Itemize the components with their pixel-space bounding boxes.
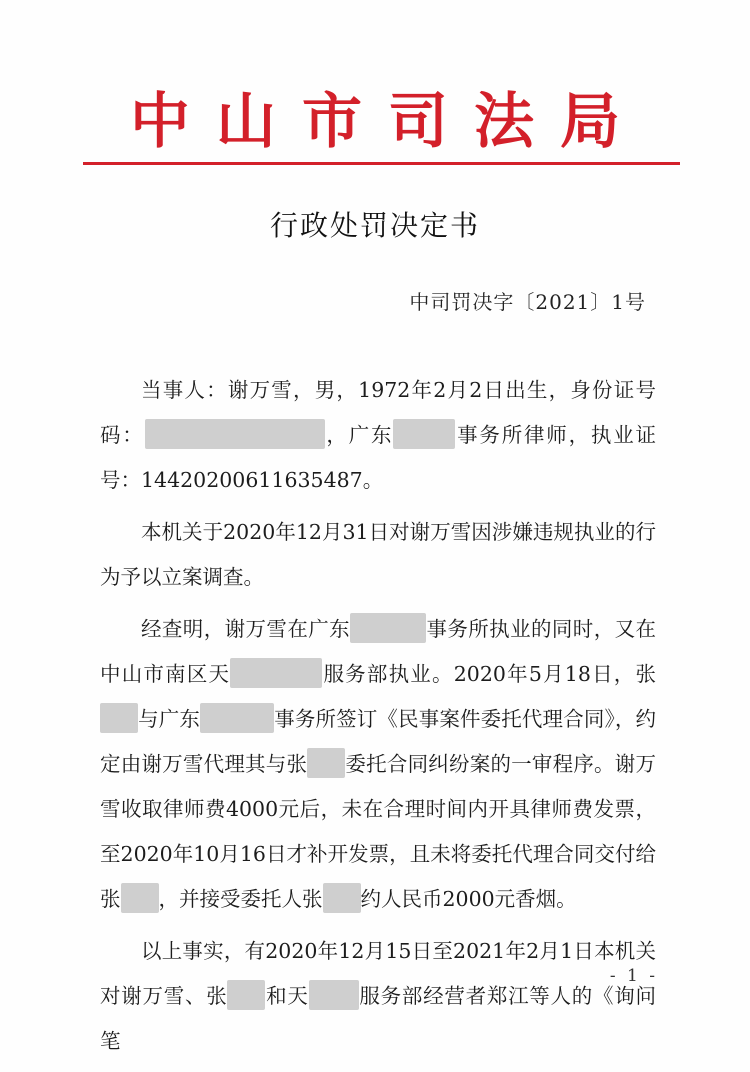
redaction-block (200, 703, 274, 733)
paragraph-evidence (100, 929, 656, 1064)
agency-letterhead: 中山市司法局 (130, 87, 646, 157)
findings-text-6: 委托合同纠纷案的一审程序。谢万雪收取律师费4000元后，未在合理时间内开具律师费发票，至2020年10月16日才补开发票，且未将委托代理合同交付给张 (100, 752, 657, 911)
paragraph-findings (100, 607, 656, 922)
document-number: 中司罚决字〔2021〕1号 (409, 290, 646, 314)
findings-text-5: 事务所签订《民事案件委托代理合同》，约定由谢万雪代理其与张 (100, 707, 657, 776)
findings-text-4: 与广东 (138, 707, 201, 731)
redaction-block (121, 883, 159, 913)
findings-text-7: ，并接受委托人张 (158, 887, 323, 911)
redaction-block (100, 703, 138, 733)
evidence-text-3: 服务部经营者郑江等人的《询问笔 (100, 984, 657, 1053)
paragraph-party (100, 368, 656, 503)
redaction-block (350, 613, 426, 643)
document-title: 行政处罚决定书 (269, 209, 480, 242)
evidence-text-2: 和天 (265, 984, 309, 1008)
evidence-text-1: 以上事实，有2020年12月15日至2021年2月1日本机关对谢万雪、张 (100, 939, 656, 1008)
findings-text-8: 约人民币2000元香烟。 (360, 887, 577, 911)
party-text-2: ，广东 (324, 423, 394, 447)
redaction-block (227, 980, 265, 1010)
redaction-block (145, 419, 325, 449)
page-number: - 1 - (609, 966, 658, 986)
paragraph-case-filing: 本机关于2020年12月31日对谢万雪因涉嫌违规执业的行为予以立案调查。 (100, 520, 656, 589)
findings-text-1: 经查明，谢万雪在广东 (141, 617, 351, 641)
redaction-block (307, 748, 345, 778)
letterhead-divider (83, 162, 680, 165)
redaction-block (323, 883, 361, 913)
party-text-1: 当事人：谢万雪，男，1972年2月2日出生，身份证号码： (100, 378, 656, 447)
redaction-block (309, 980, 359, 1010)
findings-text-3: 服务部执业。2020年5月18日，张 (322, 662, 656, 686)
findings-text-2: 事务所执业的同时，又在中山市南区天 (100, 617, 657, 686)
document-body (100, 368, 656, 1071)
party-text-3: 事务所律师，执业证号：14420200611635487。 (100, 423, 657, 492)
redaction-block (393, 419, 455, 449)
redaction-block (230, 658, 322, 688)
